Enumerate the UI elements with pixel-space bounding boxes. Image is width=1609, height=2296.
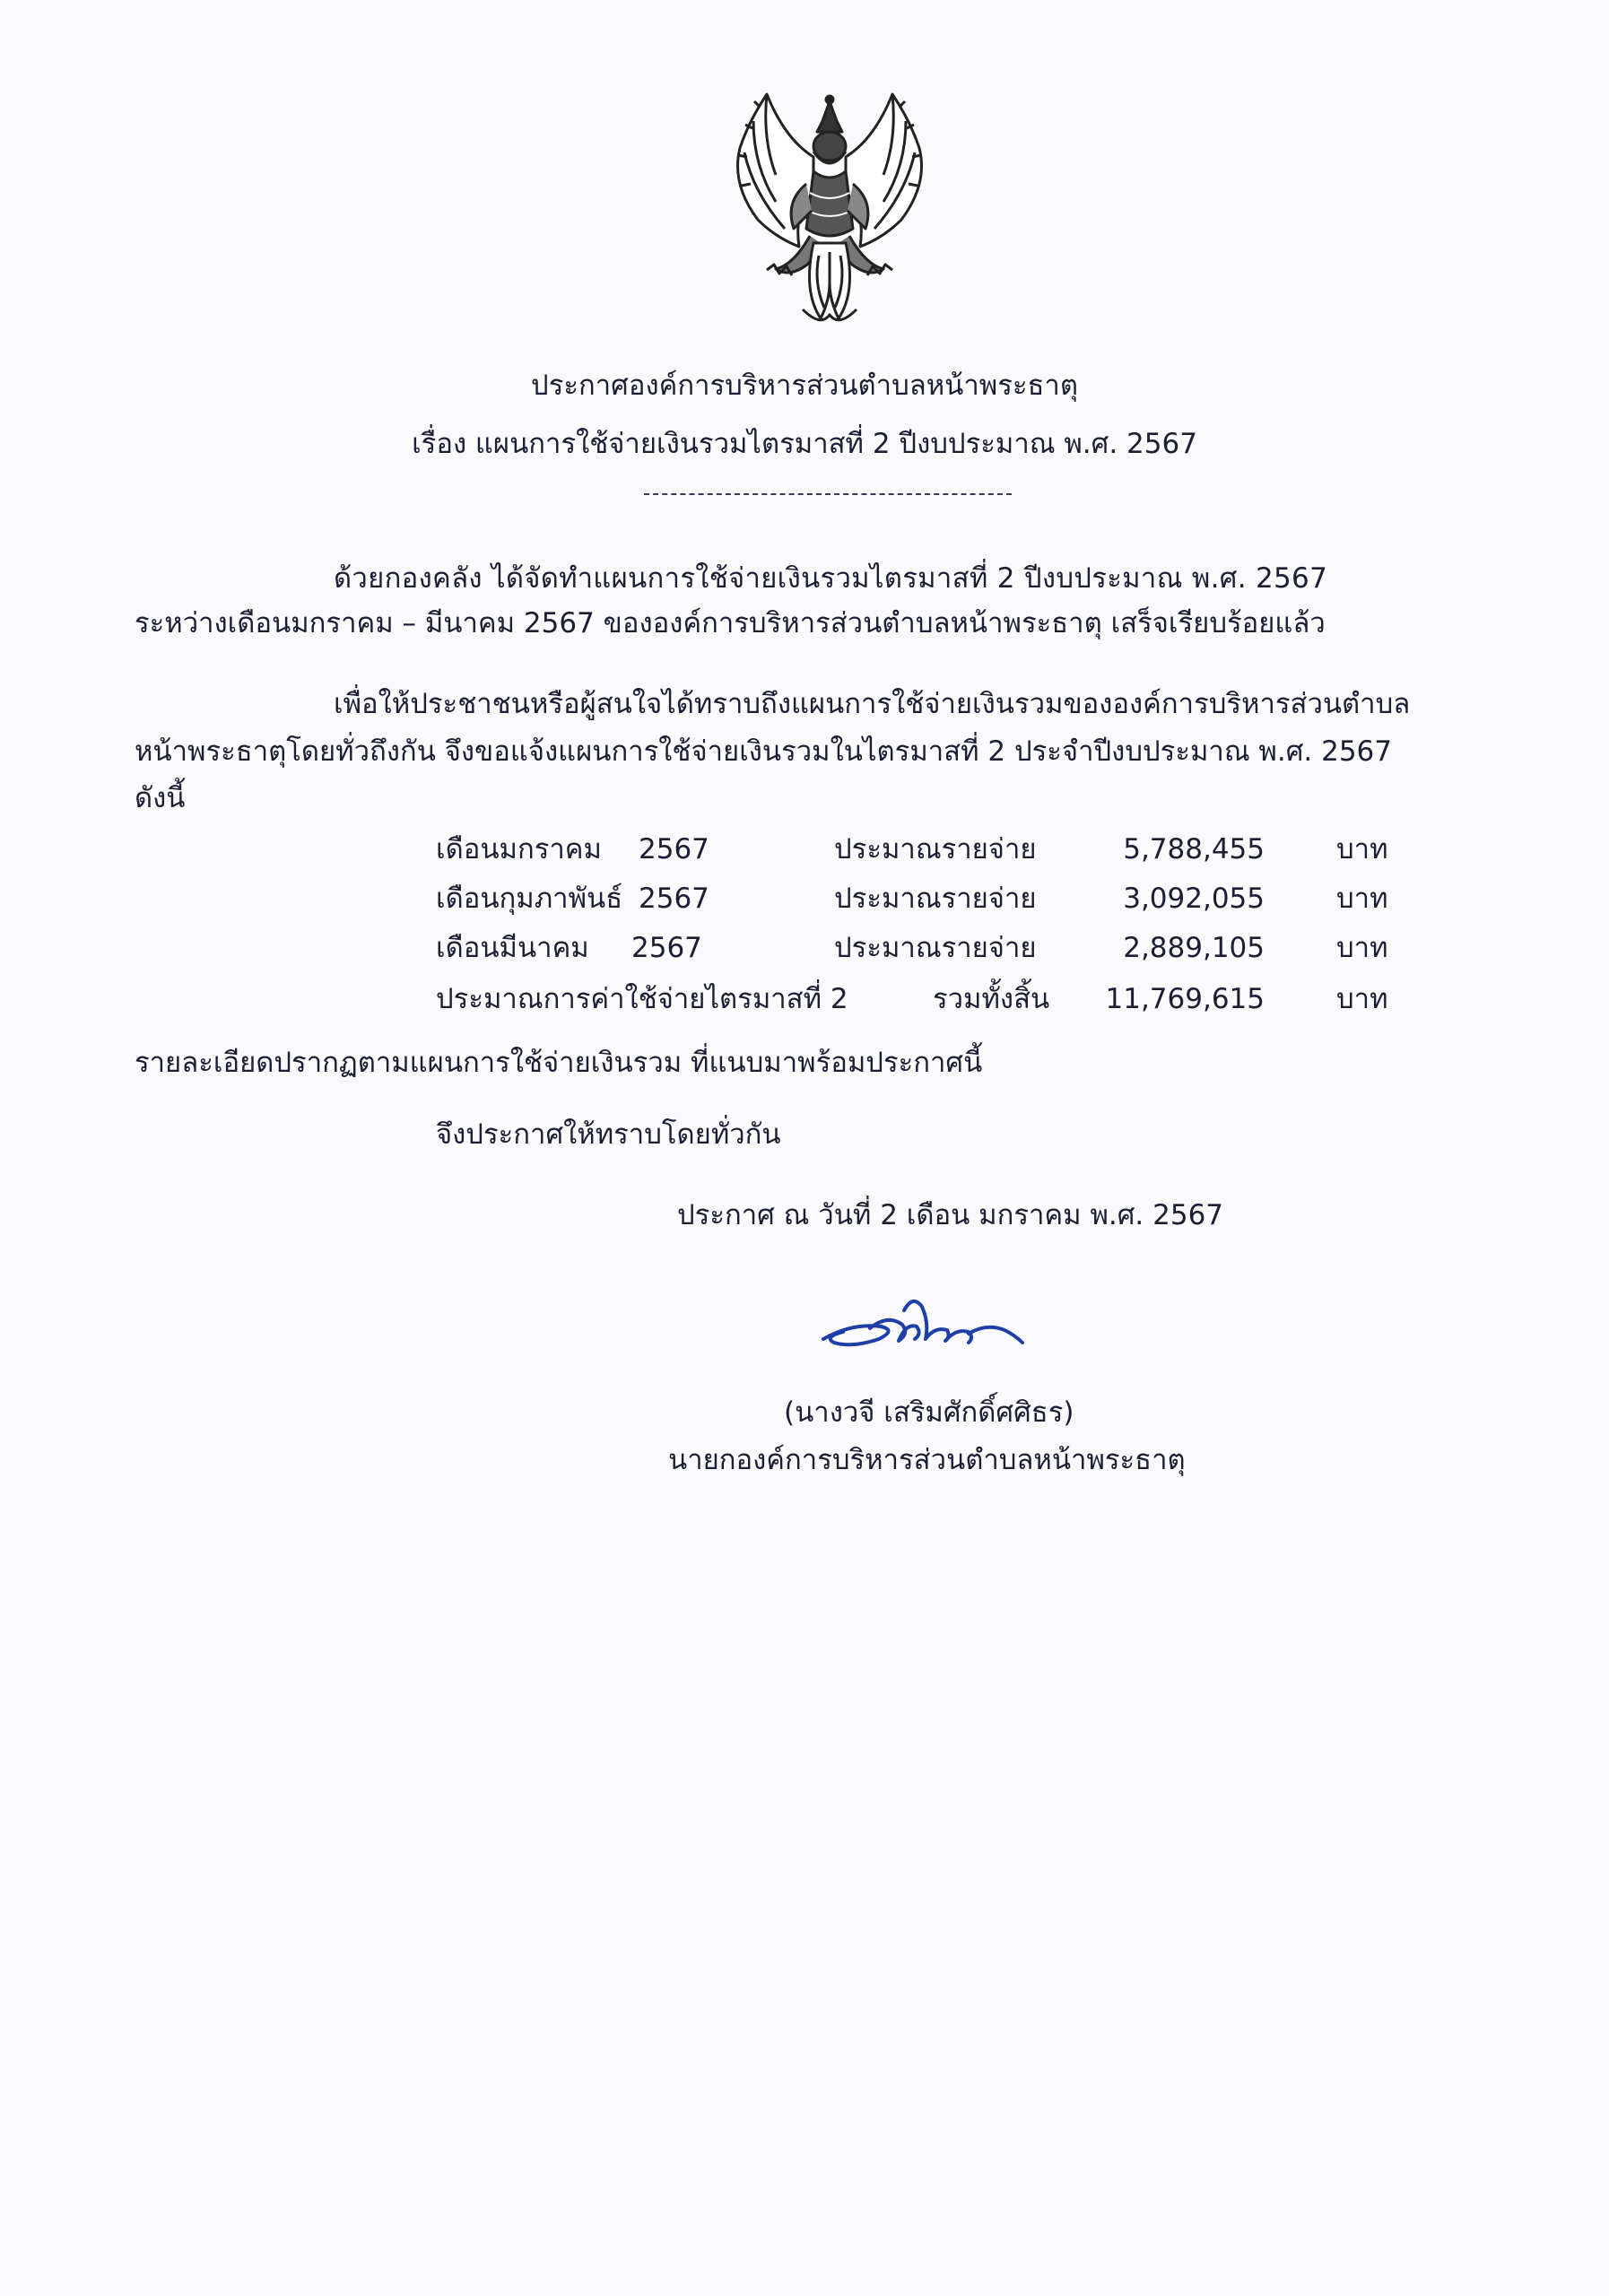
signatory-position: นายกองค์การบริหารส่วนตำบลหน้าพระธาตุ (668, 1444, 1186, 1476)
schedule-row (0, 879, 1609, 924)
announcement-subject: เรื่อง แผนการใช้จ่ายเงินรวมไตรมาสที่ 2 ปีงบประมาณ พ.ศ. 2567 (412, 428, 1197, 460)
row-label: ประมาณรายจ่าย (834, 833, 1037, 865)
row-year: 2567 (631, 932, 702, 964)
signatory-name: (นางวจี เสริมศักดิ์ศศิธร) (784, 1396, 1074, 1429)
total-amount: 11,769,615 (1105, 983, 1265, 1015)
announce-line: จึงประกาศให้ทราบโดยทั่วกัน (436, 1118, 781, 1151)
row-unit: บาท (1336, 883, 1388, 915)
row-amount: 3,092,055 (1123, 883, 1265, 915)
announcement-date: ประกาศ ณ วันที่ 2 เดือน มกราคม พ.ศ. 2567 (677, 1199, 1224, 1231)
divider (644, 493, 1012, 495)
paragraph-2-line-2: หน้าพระธาตุโดยทั่วถึงกัน จึงขอแจ้งแผนการใช้จ่ายเงินรวมในไตรมาสที่ 2 ประจำปีงบประมาณ พ.ศ. 2567 (135, 735, 1392, 768)
row-year: 2567 (639, 833, 709, 865)
total-sum-label: รวมทั้งสิ้น (933, 983, 1050, 1015)
row-amount: 5,788,455 (1123, 833, 1265, 865)
row-unit: บาท (1336, 833, 1388, 865)
announcement-title: ประกาศองค์การบริหารส่วนตำบลหน้าพระธาตุ (531, 370, 1078, 402)
handwritten-signature (816, 1287, 1040, 1359)
detail-note: รายละเอียดปรากฏตามแผนการใช้จ่ายเงินรวม ที่แนบมาพร้อมประกาศนี้ (135, 1047, 983, 1079)
row-month: เดือนมกราคม (436, 833, 602, 865)
total-unit: บาท (1336, 983, 1388, 1015)
row-label: ประมาณรายจ่าย (834, 932, 1037, 964)
paragraph-1-line-2: ระหว่างเดือนมกราคม – มีนาคม 2567 ขององค์การบริหารส่วนตำบลหน้าพระธาตุ เสร็จเรียบร้อยแล้ว (135, 607, 1326, 639)
row-amount: 2,889,105 (1123, 932, 1265, 964)
schedule-row (0, 928, 1609, 973)
garuda-emblem (713, 85, 946, 354)
paragraph-2-line-1: เพื่อให้ประชาชนหรือผู้สนใจได้ทราบถึงแผนการใช้จ่ายเงินรวมขององค์การบริหารส่วนตำบล (334, 688, 1411, 720)
row-year: 2567 (639, 883, 709, 915)
row-label: ประมาณรายจ่าย (834, 883, 1037, 915)
paragraph-2-line-3: ดังนี้ (135, 782, 186, 814)
row-month: เดือนมีนาคม (436, 932, 589, 964)
row-unit: บาท (1336, 932, 1388, 964)
total-label: ประมาณการค่าใช้จ่ายไตรมาสที่ 2 (436, 983, 848, 1015)
paragraph-1-line-1: ด้วยกองคลัง ได้จัดทำแผนการใช้จ่ายเงินรวมไตรมาสที่ 2 ปีงบประมาณ พ.ศ. 2567 (334, 562, 1328, 595)
schedule-row (0, 830, 1609, 874)
row-month: เดือนกุมภาพันธ์ (436, 883, 623, 915)
schedule-total-row (0, 979, 1609, 1024)
